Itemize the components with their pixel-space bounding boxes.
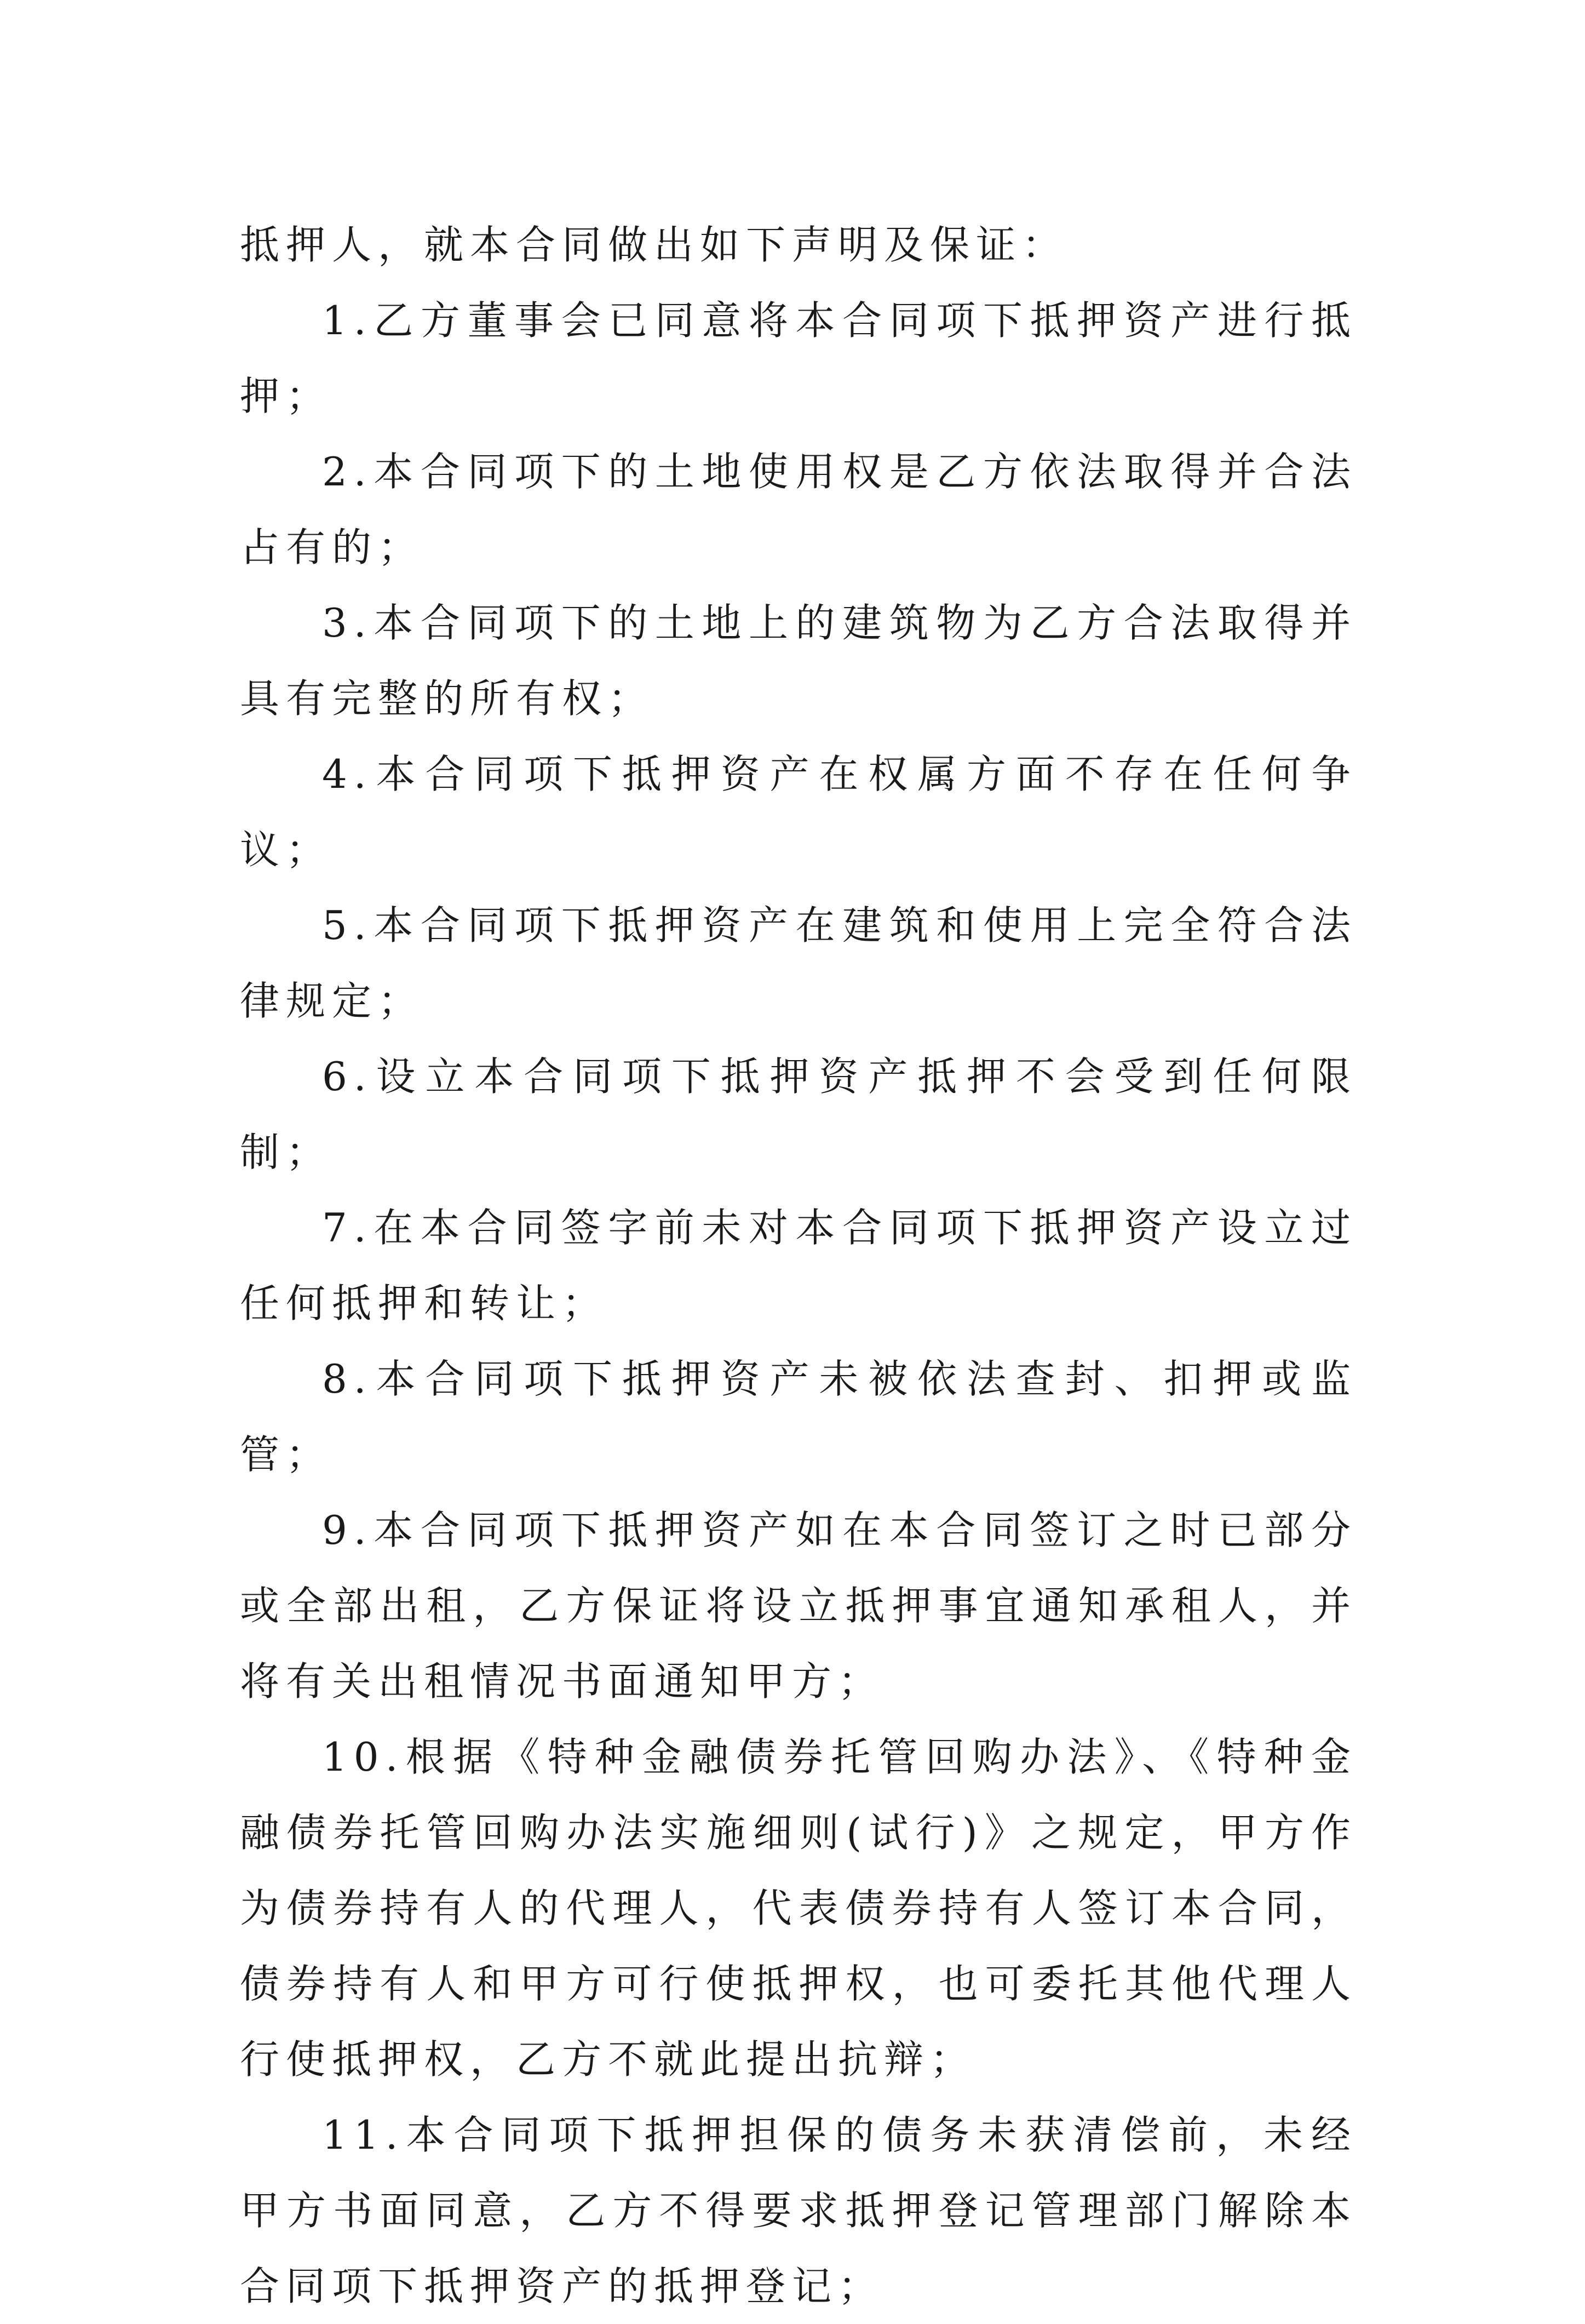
clause-5: 5.本合同项下抵押资产在建筑和使用上完全符合法律规定；	[240, 902, 1357, 1024]
clause-2: 2.本合同项下的土地使用权是乙方依法取得并合法占有的；	[240, 449, 1357, 570]
document-body	[240, 207, 1357, 2324]
clause-4: 4.本合同项下抵押资产在权属方面不存在任何争议；	[240, 751, 1357, 873]
clause-1: 1.乙方董事会已同意将本合同项下抵押资产进行抵押；	[240, 297, 1357, 419]
clause-9: 9.本合同项下抵押资产如在本合同签订之时已部分或全部出租，乙方保证将设立抵押事宜通知承租人，并将有关出租情况书面通知甲方；	[240, 1507, 1357, 1704]
intro-paragraph: 抵押人，就本合同做出如下声明及保证：	[240, 222, 1069, 268]
clause-6: 6.设立本合同项下抵押资产抵押不会受到任何限制；	[240, 1054, 1357, 1175]
clause-3: 3.本合同项下的土地上的建筑物为乙方合法取得并具有完整的所有权；	[240, 600, 1357, 722]
clause-11: 11.本合同项下抵押担保的债务未获清偿前，未经甲方书面同意，乙方不得要求抵押登记管理部门解除本合同项下抵押资产的抵押登记；	[240, 2112, 1357, 2309]
clause-8: 8.本合同项下抵押资产未被依法查封、扣押或监管；	[240, 1356, 1357, 1478]
clause-7: 7.在本合同签字前未对本合同项下抵押资产设立过任何抵押和转让；	[240, 1205, 1357, 1326]
clause-10: 10.根据《特种金融债券托管回购办法》、《特种金融债券托管回购办法实施细则(试行)》之规定，甲方作为债券持有人的代理人，代表债券持有人签订本合同，债券持有人和甲方可行使抵押权，也可委托其他代理人行使抵押权，乙方不就此提出抗辩；	[240, 1734, 1357, 2082]
